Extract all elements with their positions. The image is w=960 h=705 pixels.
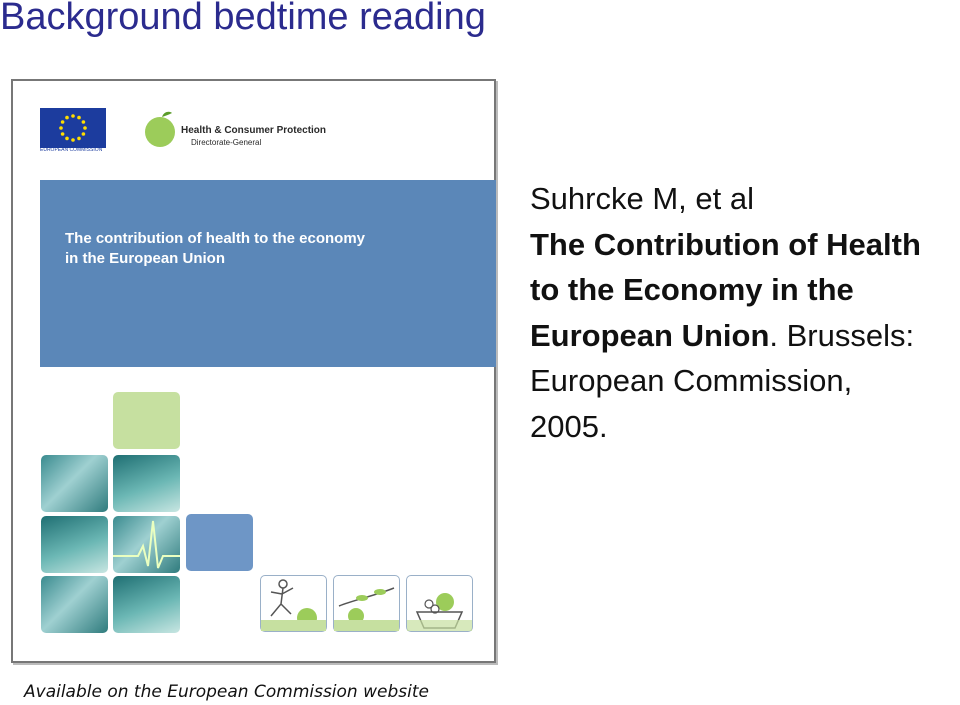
eu-flag-logo bbox=[40, 108, 106, 148]
reference-place: . Brussels: bbox=[769, 317, 915, 353]
apple-logo-icon bbox=[140, 109, 180, 149]
reference-citation bbox=[530, 176, 960, 449]
report-cover-image bbox=[11, 79, 496, 663]
cover-title-line-1: The contribution of health to the economy bbox=[65, 230, 365, 247]
reference-year: 2005. bbox=[530, 408, 608, 444]
reference-title-line-1: The Contribution of Health bbox=[530, 226, 921, 262]
reference-publisher: European Commission, bbox=[530, 363, 853, 398]
slide-title: Background bedtime reading bbox=[0, 0, 486, 38]
dg-subtitle: Directorate-General bbox=[191, 138, 262, 147]
cover-title bbox=[65, 229, 465, 269]
fruit-basket-icon bbox=[406, 575, 473, 632]
cover-title-line-2: in the European Union bbox=[65, 250, 225, 267]
cover-title-band bbox=[40, 180, 496, 367]
reference-title-end: European Union bbox=[530, 317, 770, 353]
reference-authors: Suhrcke M, et al bbox=[530, 181, 754, 216]
photo-tile bbox=[41, 576, 108, 633]
reference-title-line-3 bbox=[530, 313, 960, 359]
dg-name: Health & Consumer Protection bbox=[181, 125, 327, 136]
source-caption: Available on the European Commission website bbox=[24, 682, 429, 702]
heartbeat-photo-tile bbox=[113, 516, 180, 573]
branch-apple-icon bbox=[333, 575, 400, 632]
green-tile bbox=[113, 392, 180, 449]
runner-icon bbox=[260, 575, 327, 632]
blue-tile bbox=[186, 514, 253, 571]
photo-tile bbox=[113, 455, 180, 512]
eu-label: EUROPEAN COMMISSION bbox=[40, 147, 103, 153]
photo-tile bbox=[41, 455, 108, 512]
photo-tile bbox=[41, 516, 108, 573]
reference-title-line-2: to the Economy in the bbox=[530, 272, 854, 307]
photo-tile bbox=[113, 576, 180, 633]
